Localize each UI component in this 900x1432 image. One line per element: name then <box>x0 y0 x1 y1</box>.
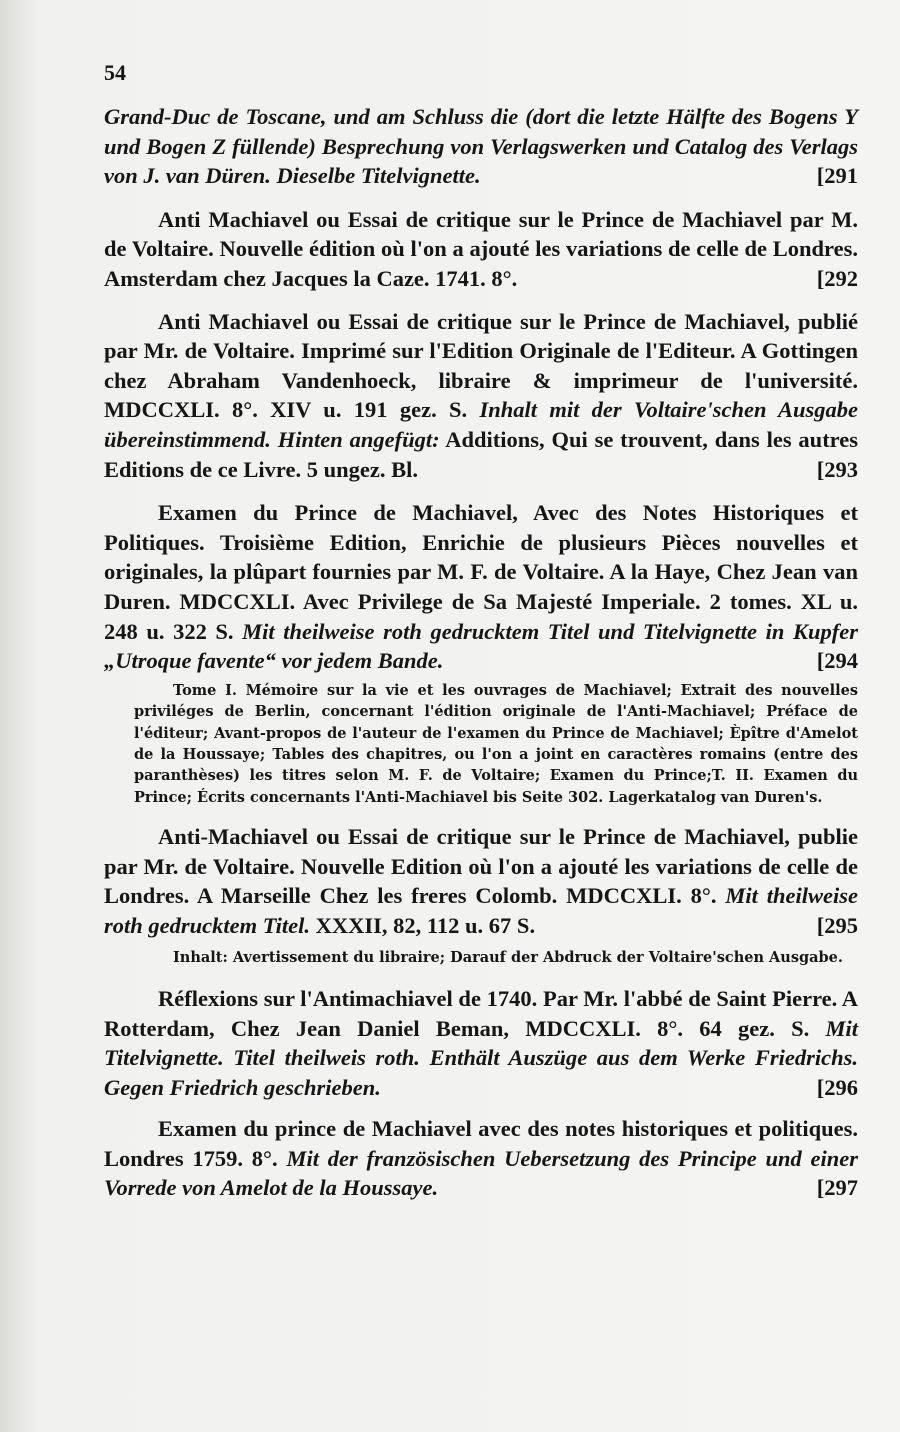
entry-293 <box>104 307 858 485</box>
entry-291 <box>104 102 858 191</box>
entry-295-text: Anti-Machiavel ou Essai de critique sur le Prince de Machiavel, publie par Mr. de Voltaire. Nouvelle Edition où l'on a ajouté les variations de celle de Londres. A Marseille Chez les freres Colomb. MDCCXLI. 8°. <box>104 824 858 909</box>
entry-292-text: Anti Machiavel ou Essai de critique sur le Prince de Machiavel par M. de Voltaire. Nouvelle édition où l'on a ajouté les variations de celle de Londres. Amsterdam chez Jacques la Caze. 1741. 8°. <box>104 206 858 291</box>
entry-293-ref: [293 <box>816 456 858 482</box>
entry-293-text: Anti Machiavel ou Essai de critique sur le Prince de Machiavel, publié par Mr. de Voltaire. Imprimé sur l'Edition Originale de l'Editeur. A Gottingen chez Abraham Vandenhoeck, libraire & imprimeur de l'université. MDCCXLI. 8°. XIV u. 191 gez. S. <box>104 308 858 423</box>
entry-295-italic: Mit theilweise roth gedrucktem Titel. <box>104 883 859 938</box>
entry-294-italic: Mit theilweise roth gedrucktem Titel und Titelvignette in Kupfer „Utroque favente“ vor jedem Bande. <box>104 618 859 674</box>
entry-293-text-after: Additions, Qui se trouvent, dans les autres Editions de ce Livre. 5 ungez. Bl. <box>104 426 859 482</box>
entry-295-note: Inhalt: Avertissement du libraire; Darauf der Abdruck der Voltaire'schen Ausgabe. <box>173 948 843 966</box>
entry-297-ref: [297 <box>816 1175 858 1201</box>
entry-297 <box>104 1114 858 1203</box>
entry-291-ref: [291 <box>816 163 858 189</box>
entry-296 <box>104 984 858 1102</box>
entry-294-note: Tome I. Mémoire sur la vie et les ouvrages de Machiavel; Extrait des nouvelles priviléges de Berlin, concernant l'édition originale de l'Anti-Machiavel; Préface de l'éditeur; Avant-propos de l'auteur de l'examen du Prince de Machiavel; Èpître d'Amelot de la Houssaye; Tables des chapitres, ou l'on a joint en caractères romains (entre des paranthèses) les titres selon M. F. de Voltaire; Examen du Prince;T. II. Examen du Prince; Écrits concernants l'Anti-Machiavel bis Seite 302. Lagerkatalog van Duren's. <box>134 681 858 806</box>
entry-296-text: Réflexions sur l'Antimachiavel de 1740. Par Mr. l'abbé de Saint Pierre. A Rotterdam, Chez Jean Daniel Beman, MDCCXLI. 8°. 64 gez. S. <box>104 985 858 1041</box>
entry-295-text-after: XXXII, 82, 112 u. 67 S. <box>315 912 536 938</box>
page-content <box>104 60 858 1203</box>
entry-293-italic: Inhalt mit der Voltaire'schen Ausgabe übereinstimmend. Hinten angefügt: <box>104 397 859 452</box>
page-number: 54 <box>104 60 126 85</box>
entry-295 <box>104 822 858 940</box>
entry-294-ref: [294 <box>816 648 858 674</box>
entry-295-ref: [295 <box>816 912 858 938</box>
entry-292 <box>104 205 858 294</box>
entry-292-ref: [292 <box>816 265 858 291</box>
entry-294 <box>104 498 858 676</box>
entry-296-italic: Mit Titelvignette. Titel theilweis roth. Enthält Auszüge aus dem Werke Friedrichs. Gegen Friedrich geschrieben. <box>104 1015 859 1100</box>
entry-294-text: Examen du Prince de Machiavel, Avec des Notes Historiques et Politiques. Troisième Edition, Enrichie de plusieurs Pièces nouvelles et originales, la plûpart fournies par M. F. de Voltaire. A la Haye, Chez Jean van Duren. MDCCXLI. Avec Privilege de Sa Majesté Imperiale. 2 tomes. XL u. 248 u. 322 S. <box>104 500 858 644</box>
entry-296-ref: [296 <box>816 1074 858 1100</box>
entry-297-text: Examen du prince de Machiavel avec des notes historiques et politiques. Londres 1759. 8°. <box>104 1116 858 1171</box>
entry-291-italic: Grand-Duc de Toscane, und am Schluss die (dort die letzte Hälfte des Bogens Y und Bogen Z füllende) Besprechung von Verlagswerken und Catalog des Verlags von J. van Düren. Dieselbe Titelvignette. <box>104 104 858 189</box>
entry-297-italic: Mit der französischen Uebersetzung des Principe und einer Vorrede von Amelot de la Houssaye. <box>104 1145 859 1201</box>
